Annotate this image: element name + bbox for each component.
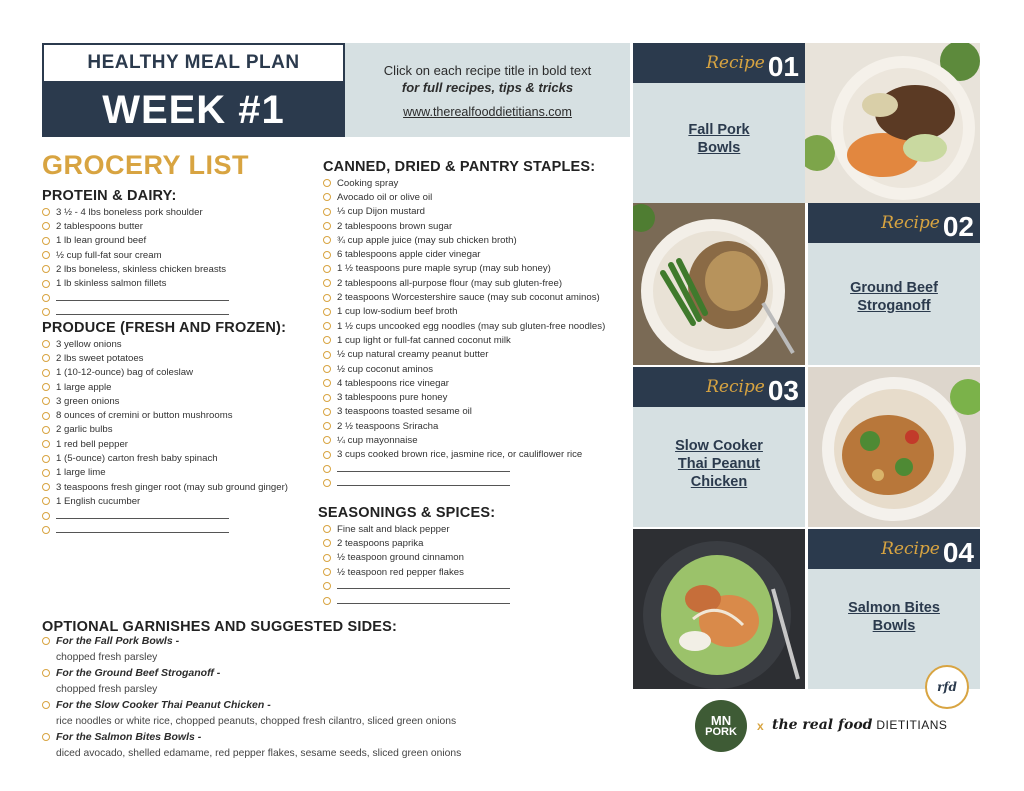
- checklist-item-text: ¼ cup mayonnaise: [337, 434, 418, 446]
- blank-checklist-item: [323, 593, 510, 607]
- checklist-item: [323, 376, 605, 390]
- stroganoff-image: [633, 203, 805, 365]
- checklist-item-text: 1 English cucumber: [56, 495, 141, 507]
- plan-label: HEALTHY MEAL PLAN: [87, 52, 300, 73]
- checkbox-circle[interactable]: [323, 408, 331, 416]
- checklist-item: [42, 219, 229, 233]
- blank-checklist-item: [323, 579, 510, 593]
- checkbox-circle[interactable]: [42, 526, 50, 534]
- pantry-title: CANNED, DRIED & PANTRY STAPLES:: [323, 159, 596, 175]
- checklist-item-text: 3 teaspoons toasted sesame oil: [337, 406, 472, 418]
- checkbox-circle[interactable]: [42, 237, 50, 245]
- checkbox-circle[interactable]: [42, 440, 50, 448]
- checklist-item: [323, 262, 605, 276]
- recipe-title-link-04[interactable]: [808, 599, 980, 635]
- checkbox-circle[interactable]: [42, 669, 50, 677]
- checklist-item-text: 2 teaspoons paprika: [337, 537, 424, 549]
- checklist-item-text: ¾ cup apple juice (may sub chicken broth): [337, 234, 517, 246]
- recipe-title-link-01[interactable]: [633, 121, 805, 157]
- recipe-title-line: Fall Pork: [688, 122, 750, 138]
- recipe-word: Recipe: [881, 213, 940, 233]
- checklist-item-text: 3 yellow onions: [56, 338, 122, 350]
- checklist-item-text: 1 large lime: [56, 467, 106, 479]
- recipe-title-line: Ground Beef: [850, 280, 938, 296]
- checklist-item: [323, 290, 605, 304]
- write-in-line[interactable]: [337, 466, 510, 472]
- checkbox-circle[interactable]: [323, 365, 331, 373]
- checkbox-circle[interactable]: [42, 340, 50, 348]
- recipe-word: Recipe: [706, 53, 765, 73]
- recipe-card-03[interactable]: [633, 367, 805, 527]
- checklist-item: [323, 565, 510, 579]
- checkbox-circle[interactable]: [42, 265, 50, 273]
- checklist-item: [323, 319, 605, 333]
- checklist-item: [323, 190, 605, 204]
- checklist-item-text: 4 tablespoons rice vinegar: [337, 377, 449, 389]
- pork-bowl-image: [805, 43, 980, 203]
- checklist-item: [42, 337, 288, 351]
- checklist-item-text: 1 (10-12-ounce) bag of coleslaw: [56, 367, 194, 379]
- checklist-item-text: 2 ½ teaspoons Sriracha: [337, 420, 439, 432]
- checklist-item: [323, 247, 605, 261]
- checkbox-circle[interactable]: [323, 465, 331, 473]
- checkbox-circle[interactable]: [42, 369, 50, 377]
- checklist-item: [42, 234, 229, 248]
- checkbox-circle[interactable]: [323, 208, 331, 216]
- checkbox-circle[interactable]: [323, 525, 331, 533]
- checklist-item: [323, 390, 605, 404]
- produce-title: PRODUCE (FRESH AND FROZEN):: [42, 320, 287, 336]
- thai-chicken-image: [808, 367, 980, 527]
- checklist-item: [323, 219, 605, 233]
- pork-bowl-photo: [805, 43, 980, 203]
- checkbox-circle[interactable]: [323, 539, 331, 547]
- salmon-bowl-photo: [633, 529, 805, 689]
- checkbox-circle[interactable]: [42, 222, 50, 230]
- checklist-item-text: 2 lbs sweet potatoes: [56, 352, 144, 364]
- checkbox-circle[interactable]: [323, 279, 331, 287]
- checkbox-circle[interactable]: [323, 568, 331, 576]
- rfd-logo-text: DIETITIANS: [876, 718, 948, 732]
- recipe-title-line: Slow Cooker: [675, 438, 763, 454]
- garnish-head-2: [42, 665, 461, 681]
- write-in-line[interactable]: [56, 295, 229, 301]
- checklist-item: [42, 205, 229, 219]
- garnish-head-3: [42, 697, 461, 713]
- garnish-text-3: rice noodles or white rice, chopped peanuts, chopped fresh cilantro, sliced green onions: [56, 715, 457, 727]
- checklist-item-text: 1 (5-ounce) carton fresh baby spinach: [56, 453, 218, 465]
- checkbox-circle[interactable]: [323, 193, 331, 201]
- checklist-item: [323, 522, 510, 536]
- recipe-card-04[interactable]: [808, 529, 980, 689]
- checklist-item-text: 6 tablespoons apple cider vinegar: [337, 249, 481, 261]
- checklist-item-text: ½ cup coconut aminos: [337, 363, 433, 375]
- garnish-recipe-name: For the Salmon Bites Bowls -: [56, 731, 202, 743]
- checklist-item-text: ½ teaspoon ground cinnamon: [337, 552, 464, 564]
- produce-list: [42, 337, 288, 537]
- plan-label-box: [42, 43, 345, 83]
- checklist-item-text: 2 tablespoons all-purpose flour (may sub gluten-free): [337, 277, 563, 289]
- recipe-card-02[interactable]: [808, 203, 980, 365]
- checklist-item: [323, 433, 605, 447]
- instruction-line-1: Click on each recipe title in bold text: [383, 63, 592, 78]
- checklist-item: [42, 423, 288, 437]
- checklist-item: [42, 276, 229, 290]
- checkbox-circle[interactable]: [42, 483, 50, 491]
- rfd-badge-logo: [925, 665, 969, 709]
- checklist-item: [323, 362, 605, 376]
- recipe-title-link-03[interactable]: [633, 437, 805, 491]
- checklist-item-text: ½ cup full-fat sour cream: [56, 249, 162, 261]
- recipe-header-01: [633, 43, 805, 83]
- collab-x-mark: x: [757, 719, 764, 733]
- checkbox-circle[interactable]: [42, 426, 50, 434]
- checklist-item-text: 1 cup low-sodium beef broth: [337, 306, 458, 318]
- checklist-item: [323, 205, 605, 219]
- write-in-line[interactable]: [337, 480, 510, 486]
- garnish-head-4: [42, 729, 461, 745]
- checklist-item-text: 1 large apple: [56, 381, 112, 393]
- checkbox-circle[interactable]: [42, 733, 50, 741]
- recipe-word: Recipe: [706, 377, 765, 397]
- checklist-item: [42, 494, 288, 508]
- blank-checklist-item: [42, 305, 229, 319]
- recipe-title-line: Bowls: [872, 618, 916, 634]
- checklist-item-text: 1 ½ teaspoons pure maple syrup (may sub honey): [337, 263, 551, 275]
- checklist-item-text: 2 lbs boneless, skinless chicken breasts: [56, 263, 227, 275]
- checkbox-circle[interactable]: [42, 497, 50, 505]
- checklist-item: [323, 536, 510, 550]
- checklist-item: [323, 276, 605, 290]
- checklist-item: [323, 405, 605, 419]
- thai-chicken-photo: [808, 367, 980, 527]
- checklist-item-text: 1 red bell pepper: [56, 438, 129, 450]
- garnish-recipe-name: For the Slow Cooker Thai Peanut Chicken -: [56, 699, 271, 711]
- write-in-line[interactable]: [56, 309, 229, 315]
- checkbox-circle[interactable]: [323, 265, 331, 273]
- week-title: WEEK #1: [102, 87, 285, 132]
- checkbox-circle[interactable]: [42, 637, 50, 645]
- checklist-item-text: 2 tablespoons brown sugar: [337, 220, 453, 232]
- checklist-item-text: 3 tablespoons pure honey: [337, 392, 448, 404]
- checklist-item: [42, 394, 288, 408]
- spices-list: [323, 522, 510, 608]
- mn-pork-logo: [695, 700, 747, 752]
- checkbox-circle[interactable]: [323, 394, 331, 402]
- checklist-item: [323, 233, 605, 247]
- checkbox-circle[interactable]: [42, 512, 50, 520]
- checklist-item-text: Cooking spray: [337, 177, 399, 189]
- recipe-header-04: [808, 529, 980, 569]
- blank-checklist-item: [42, 291, 229, 305]
- checklist-item-text: 1 lb lean ground beef: [56, 235, 147, 247]
- garnish-text-2: chopped fresh parsley: [56, 683, 158, 695]
- garnishes-list: [42, 633, 461, 761]
- salmon-bowl-image: [633, 529, 805, 689]
- recipe-header-03: [633, 367, 805, 407]
- garnish-recipe-name: For the Ground Beef Stroganoff -: [56, 667, 221, 679]
- garnishes-title: OPTIONAL GARNISHES AND SUGGESTED SIDES:: [42, 619, 398, 635]
- checkbox-circle[interactable]: [323, 222, 331, 230]
- checkbox-circle[interactable]: [323, 597, 331, 605]
- checklist-item: [42, 366, 288, 380]
- checkbox-circle[interactable]: [42, 412, 50, 420]
- checkbox-circle[interactable]: [42, 208, 50, 216]
- checkbox-circle[interactable]: [42, 354, 50, 362]
- instruction-box: [345, 43, 630, 137]
- mn-pork-logo-line2: PORK: [705, 726, 737, 738]
- checklist-item-text: ⅓ cup Dijon mustard: [337, 206, 425, 218]
- checkbox-circle[interactable]: [323, 179, 331, 187]
- checklist-item: [323, 305, 605, 319]
- checkbox-circle[interactable]: [42, 397, 50, 405]
- real-food-dietitians-logo: [772, 716, 947, 733]
- recipe-number: 01: [767, 51, 799, 82]
- checkbox-circle[interactable]: [323, 294, 331, 302]
- checklist-item: [42, 466, 288, 480]
- recipe-title-link-02[interactable]: [808, 279, 980, 315]
- protein-dairy-title: PROTEIN & DAIRY:: [42, 188, 177, 204]
- recipe-title-line: Chicken: [690, 474, 748, 490]
- blank-checklist-item: [323, 476, 605, 490]
- grocery-list-title: GROCERY LIST: [42, 150, 250, 180]
- recipe-title-line: Bowls: [697, 140, 741, 156]
- checklist-item-text: ½ teaspoon red pepper flakes: [337, 566, 464, 578]
- checkbox-circle[interactable]: [42, 308, 50, 316]
- checklist-item: [42, 262, 229, 276]
- checklist-item-text: 2 tablespoons butter: [56, 220, 143, 232]
- rfd-logo-script: the real food: [772, 717, 873, 733]
- spices-title: SEASONINGS & SPICES:: [318, 505, 496, 521]
- checkbox-circle[interactable]: [42, 469, 50, 477]
- checkbox-circle[interactable]: [323, 422, 331, 430]
- checkbox-circle[interactable]: [42, 455, 50, 463]
- write-in-line[interactable]: [337, 598, 510, 604]
- checkbox-circle[interactable]: [42, 383, 50, 391]
- checkbox-circle[interactable]: [323, 451, 331, 459]
- checklist-item-text: Avocado oil or olive oil: [337, 191, 433, 203]
- checklist-item: [42, 380, 288, 394]
- recipe-title-line: Stroganoff: [857, 298, 931, 314]
- checklist-item-text: 2 teaspoons Worcestershire sauce (may sub coconut aminos): [337, 292, 600, 304]
- checkbox-circle[interactable]: [323, 308, 331, 316]
- website-link[interactable]: www.therealfooddietitians.com: [403, 105, 572, 119]
- checkbox-circle[interactable]: [323, 351, 331, 359]
- checklist-item: [42, 437, 288, 451]
- checklist-item: [323, 348, 605, 362]
- checkbox-circle[interactable]: [323, 436, 331, 444]
- checklist-item: [42, 480, 288, 494]
- checklist-item: [42, 351, 288, 365]
- garnish-text-1: chopped fresh parsley: [56, 651, 158, 663]
- write-in-line[interactable]: [337, 583, 510, 589]
- checkbox-circle[interactable]: [323, 479, 331, 487]
- checklist-item: [323, 551, 510, 565]
- garnish-recipe-name: For the Fall Pork Bowls -: [56, 635, 180, 647]
- instruction-line-2: for full recipes, tips & tricks: [401, 80, 574, 95]
- checkbox-circle[interactable]: [42, 701, 50, 709]
- write-in-line[interactable]: [56, 513, 229, 519]
- write-in-line[interactable]: [56, 527, 229, 533]
- checklist-item: [323, 333, 605, 347]
- recipe-word: Recipe: [881, 539, 940, 559]
- checklist-item-text: 3 green onions: [56, 395, 120, 407]
- checkbox-circle[interactable]: [323, 236, 331, 244]
- checklist-item-text: Fine salt and black pepper: [337, 523, 450, 535]
- checkbox-circle[interactable]: [323, 251, 331, 259]
- checklist-item-text: 3 teaspoons fresh ginger root (may sub ground ginger): [56, 481, 288, 493]
- checkbox-circle[interactable]: [323, 322, 331, 330]
- pantry-list: [323, 176, 605, 491]
- checkbox-circle[interactable]: [323, 582, 331, 590]
- recipe-card-01[interactable]: [633, 43, 805, 203]
- checkbox-circle[interactable]: [323, 379, 331, 387]
- checkbox-circle[interactable]: [42, 294, 50, 302]
- recipe-number: 04: [942, 537, 974, 568]
- checkbox-circle[interactable]: [42, 280, 50, 288]
- checkbox-circle[interactable]: [42, 251, 50, 259]
- checklist-item-text: 2 garlic bulbs: [56, 424, 113, 436]
- checklist-item-text: 8 ounces of cremini or button mushrooms: [56, 410, 233, 422]
- checklist-item: [42, 451, 288, 465]
- checkbox-circle[interactable]: [323, 336, 331, 344]
- checklist-item: [42, 408, 288, 422]
- recipe-title-line: Salmon Bites: [848, 600, 940, 616]
- recipe-number: 03: [767, 375, 799, 406]
- checkbox-circle[interactable]: [323, 554, 331, 562]
- checklist-item: [42, 248, 229, 262]
- checklist-item-text: 1 lb skinless salmon fillets: [56, 278, 167, 290]
- blank-checklist-item: [323, 462, 605, 476]
- blank-checklist-item: [42, 523, 288, 537]
- checklist-item-text: 1 cup light or full-fat canned coconut milk: [337, 334, 511, 346]
- checklist-item-text: 3 ½ - 4 lbs boneless pork shoulder: [56, 206, 203, 218]
- mn-pork-logo-line1: MN: [710, 713, 732, 728]
- checklist-item-text: 3 cups cooked brown rice, jasmine rice, or cauliflower rice: [337, 449, 583, 461]
- garnish-head-1: [42, 633, 461, 649]
- recipe-number: 02: [942, 211, 974, 242]
- rfd-badge-text: rfd: [937, 680, 957, 694]
- checklist-item-text: 1 ½ cups uncooked egg noodles (may sub gluten-free noodles): [337, 320, 606, 332]
- checklist-item-text: ½ cup natural creamy peanut butter: [337, 349, 489, 361]
- checklist-item: [323, 448, 605, 462]
- recipe-header-02: [808, 203, 980, 243]
- checklist-item: [323, 176, 605, 190]
- blank-checklist-item: [42, 509, 288, 523]
- recipe-title-line: Thai Peanut: [677, 456, 761, 472]
- stroganoff-photo: [633, 203, 805, 365]
- protein-list: [42, 205, 229, 319]
- checklist-item: [323, 419, 605, 433]
- week-banner: [42, 83, 345, 137]
- garnish-text-4: diced avocado, shelled edamame, red pepper flakes, sesame seeds, sliced green onions: [56, 747, 462, 759]
